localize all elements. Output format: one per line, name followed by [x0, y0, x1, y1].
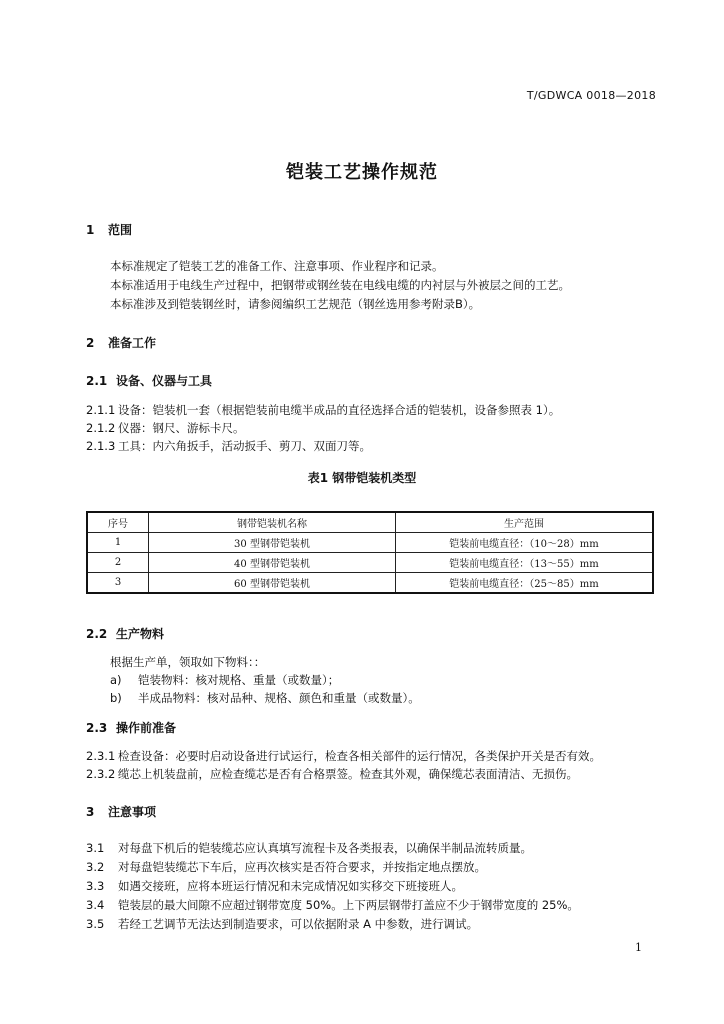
- clause-item: [86, 766, 578, 782]
- clause-item: [86, 420, 245, 436]
- clause-item: [86, 859, 486, 875]
- page-number: 1: [635, 941, 642, 954]
- section-number: 3: [86, 805, 95, 819]
- subsection-2-3-heading: [86, 719, 176, 736]
- clause-number: 3.3: [86, 879, 105, 893]
- clause-number: 2.1.3: [86, 439, 116, 453]
- table-cell: 1: [87, 533, 149, 553]
- list-marker: a): [110, 673, 122, 687]
- table-cell: 铠装前电缆直径：（25～85）mm: [396, 573, 654, 594]
- clause-text: 如遇交接班，应将本班运行情况和未完成情况如实移交下班接班人。: [118, 879, 463, 893]
- list-text: 铠装物料：核对规格、重量（或数量）；: [138, 673, 340, 687]
- clause-text: 检查设备：必要时启动设备进行试运行，检查各相关部件的运行情况，各类保护开关是否有效。: [118, 749, 601, 763]
- subsection-2-1-heading: [86, 372, 212, 389]
- clause-item: [86, 916, 478, 932]
- clause-text: 若经工艺调节无法达到制造要求，可以依据附录 A 中参数，进行调试。: [118, 917, 479, 931]
- subsection-title: 操作前准备: [116, 721, 177, 735]
- clause-number: 3.1: [86, 841, 105, 855]
- clause-number: 2.1.2: [86, 421, 116, 435]
- table-header-row: [87, 512, 653, 533]
- clause-text: 设备：铠装机一套（根据铠装前电缆半成品的直径选择合适的铠装机，设备参照表 1）。: [118, 403, 561, 417]
- table-cell: 铠装前电缆直径：（13～55）mm: [396, 553, 654, 573]
- armoring-machine-table: [86, 511, 654, 594]
- subsection-number: 2.2: [86, 627, 108, 641]
- section-1-heading: [86, 221, 132, 238]
- column-header: 序号: [87, 512, 149, 533]
- column-header: 生产范围: [396, 512, 654, 533]
- clause-number: 3.4: [86, 898, 105, 912]
- section-title: 注意事项: [108, 805, 157, 819]
- document-code: T/GDWCA 0018—2018: [526, 89, 656, 102]
- list-item: [110, 672, 339, 688]
- clause-number: 3.5: [86, 917, 105, 931]
- clause-text: 对每盘铠装缆芯下车后，应再次核实是否符合要求，并按指定地点摆放。: [118, 860, 486, 874]
- section-2-heading: [86, 334, 156, 351]
- table-caption: 表1 钢带铠装机类型: [307, 471, 417, 485]
- table-cell: 铠装前电缆直径：（10～28）mm: [396, 533, 654, 553]
- table-row: [87, 533, 653, 553]
- list-marker: b): [110, 691, 122, 705]
- clause-text: 铠装层的最大间隙不应超过钢带宽度 50%。上下两层钢带打盖应不少于钢带宽度的 25%。: [118, 898, 579, 912]
- column-header: 钢带铠装机名称: [149, 512, 396, 533]
- clause-text: 工具：内六角扳手，活动扳手、剪刀、双面刀等。: [118, 439, 371, 453]
- clause-item: [86, 748, 601, 764]
- paragraph: 本标准适用于电线生产过程中，把钢带或钢丝装在电线电缆的内衬层与外被层之间的工艺。: [110, 278, 570, 292]
- list-text: 半成品物料：核对品种、规格、颜色和重量（或数量）。: [138, 691, 420, 705]
- clause-number: 3.2: [86, 860, 105, 874]
- paragraph: 本标准规定了铠装工艺的准备工作、注意事项、作业程序和记录。: [110, 259, 444, 273]
- clause-item: [86, 402, 560, 418]
- clause-item: [86, 897, 579, 913]
- section-number: 1: [86, 223, 95, 237]
- table-cell: 60 型钢带铠装机: [149, 573, 396, 594]
- clause-text: 仪器：钢尺、游标卡尺。: [118, 421, 245, 435]
- clause-item: [86, 840, 532, 856]
- paragraph: 本标准涉及到铠装钢丝时，请参阅编织工艺规范（钢丝选用参考附录B）。: [110, 297, 481, 311]
- document-title: 铠装工艺操作规范: [286, 162, 438, 183]
- table-row: [87, 553, 653, 573]
- section-number: 2: [86, 336, 95, 350]
- table-cell: 2: [87, 553, 149, 573]
- section-title: 范围: [108, 223, 133, 237]
- table-row: [87, 573, 653, 594]
- subsection-number: 2.3: [86, 721, 108, 735]
- subsection-number: 2.1: [86, 374, 108, 388]
- table-cell: 3: [87, 573, 149, 594]
- subsection-2-2-heading: [86, 625, 164, 642]
- list-item: [110, 690, 420, 706]
- clause-text: 缆芯上机装盘前，应检查缆芯是否有合格票签。检查其外观，确保缆芯表面清洁、无损伤。: [118, 767, 578, 781]
- clause-number: 2.3.2: [86, 767, 116, 781]
- subsection-title: 生产物料: [116, 627, 165, 641]
- clause-text: 对每盘下机后的铠装缆芯应认真填写流程卡及各类报表，以确保半制品流转质量。: [118, 841, 532, 855]
- table-cell: 30 型钢带铠装机: [149, 533, 396, 553]
- paragraph: 根据生产单，领取如下物料：：: [110, 655, 266, 669]
- clause-item: [86, 438, 371, 454]
- clause-item: [86, 878, 463, 894]
- table-cell: 40 型钢带铠装机: [149, 553, 396, 573]
- section-title: 准备工作: [108, 336, 157, 350]
- subsection-title: 设备、仪器与工具: [116, 374, 213, 388]
- clause-number: 2.1.1: [86, 403, 116, 417]
- clause-number: 2.3.1: [86, 749, 116, 763]
- section-3-heading: [86, 803, 156, 820]
